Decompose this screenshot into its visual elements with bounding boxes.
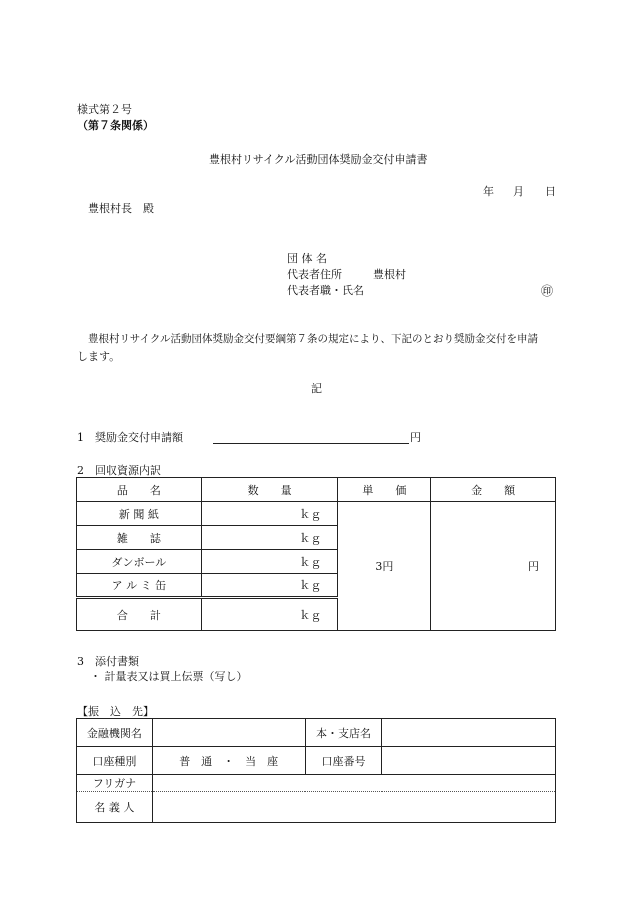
bank-label: 金融機関名 xyxy=(77,719,153,747)
account-type-value: 普 通 ・ 当 座 xyxy=(152,747,305,775)
holder-row xyxy=(77,792,556,823)
furigana-label: フリガナ xyxy=(77,775,153,792)
section3-label: 3 添付書類 xyxy=(77,655,139,668)
row-qty-unit: ｋｇ xyxy=(201,502,338,526)
row-qty-unit: ｋｇ xyxy=(201,574,338,598)
header-item: 品 名 xyxy=(77,478,202,502)
total-qty-unit: ｋｇ xyxy=(201,598,338,631)
amount-cell: 円 xyxy=(431,502,556,631)
form-title: 豊根村リサイクル活動団体奨励金交付申請書 xyxy=(209,153,428,166)
account-number-field[interactable] xyxy=(382,747,556,775)
form-article: （第７条関係） xyxy=(77,119,154,132)
row-item: ダンボール xyxy=(77,550,202,574)
form-number: 様式第２号 xyxy=(77,103,132,116)
ki-mark: 記 xyxy=(311,382,322,395)
body-text-line1: 豊根村リサイクル活動団体奨励金交付要綱第７条の規定により、下記のとおり奨励金交付を申請 xyxy=(88,333,539,345)
rep-address-value: 豊根村 xyxy=(373,268,406,281)
account-type-label: 口座種別 xyxy=(77,747,153,775)
attachment-item: ・ 計量表又は買上伝票（写し） xyxy=(90,670,248,683)
date-month: 月 xyxy=(513,185,524,198)
branch-field[interactable] xyxy=(382,719,556,747)
section1-unit: 円 xyxy=(410,431,421,444)
date-day: 日 xyxy=(545,185,556,198)
row-item: ア ル ミ 缶 xyxy=(77,574,202,598)
total-label: 合 計 xyxy=(77,598,202,631)
account-number-label: 口座番号 xyxy=(305,747,382,775)
section1-label: 1 奨励金交付申請額 xyxy=(77,431,183,444)
header-amount: 金 額 xyxy=(431,478,556,502)
row-item: 新 聞 紙 xyxy=(77,502,202,526)
resource-table xyxy=(76,477,556,631)
bank-row xyxy=(77,719,556,747)
holder-field[interactable] xyxy=(152,792,555,823)
addressee: 豊根村長 殿 xyxy=(88,202,154,215)
seal-mark: ㊞ xyxy=(541,284,554,298)
transfer-header: 【振 込 先】 xyxy=(77,705,154,718)
bank-name-field[interactable] xyxy=(152,719,305,747)
branch-label: 本・支店名 xyxy=(305,719,382,747)
transfer-table xyxy=(76,718,556,823)
holder-label: 名 義 人 xyxy=(77,792,153,823)
header-unit-price: 単 価 xyxy=(338,478,431,502)
furigana-field[interactable] xyxy=(152,775,555,792)
header-quantity: 数 量 xyxy=(201,478,338,502)
body-text-line2: します。 xyxy=(77,350,121,363)
rep-name-label: 代表者職・氏名 xyxy=(287,284,364,297)
section2-label: 2 回収資源内訳 xyxy=(77,464,161,477)
org-name-label: 団 体 名 xyxy=(287,252,327,265)
furigana-row xyxy=(77,775,556,792)
row-item: 雑 誌 xyxy=(77,526,202,550)
table-row xyxy=(77,502,556,526)
row-qty-unit: ｋｇ xyxy=(201,550,338,574)
amount-underline xyxy=(213,443,409,444)
date-year: 年 xyxy=(483,185,494,198)
row-qty-unit: ｋｇ xyxy=(201,526,338,550)
rep-address-label: 代表者住所 xyxy=(287,268,342,281)
account-row xyxy=(77,747,556,775)
unit-price-cell: 3円 xyxy=(338,502,431,631)
table-header-row xyxy=(77,478,556,502)
